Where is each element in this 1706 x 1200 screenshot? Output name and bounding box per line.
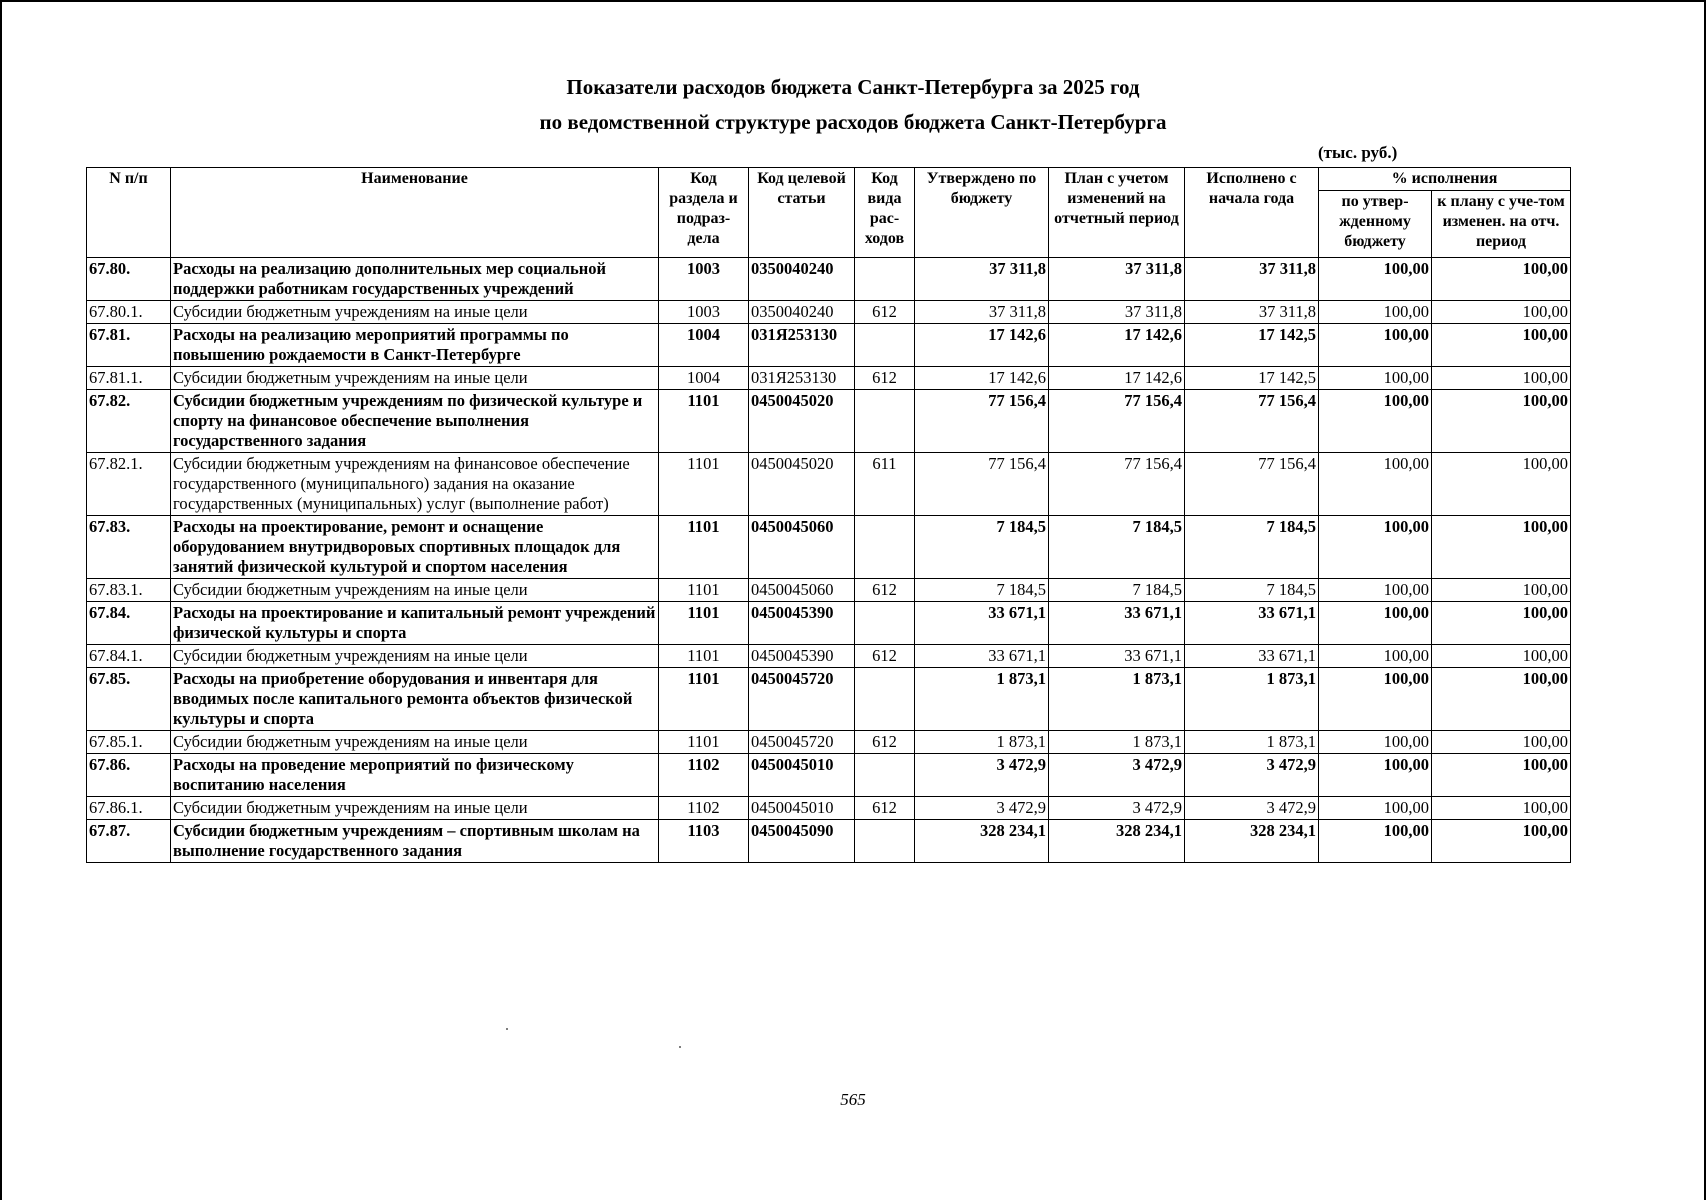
row-target-code-cell: 0350040240	[749, 301, 855, 324]
scan-border-left	[0, 0, 2, 1200]
table-row	[87, 731, 1571, 754]
row-pct-plan-cell: 100,00	[1432, 324, 1571, 367]
header-pct-approved: по утвер-жденному бюджету	[1319, 191, 1432, 258]
row-name-cell: Расходы на проектирование и капитальный ремонт учреждений физической культуры и спорта	[171, 602, 659, 645]
header-plan: План с учетом изменений на отчетный период	[1049, 168, 1185, 258]
row-expense-type-cell	[855, 602, 915, 645]
row-approved-cell: 3 472,9	[915, 754, 1049, 797]
row-plan-cell: 37 311,8	[1049, 258, 1185, 301]
row-approved-cell: 33 671,1	[915, 645, 1049, 668]
row-plan-cell: 77 156,4	[1049, 453, 1185, 516]
table-row	[87, 645, 1571, 668]
row-pct-approved-cell: 100,00	[1319, 324, 1432, 367]
row-pct-approved-cell: 100,00	[1319, 731, 1432, 754]
row-target-code-cell: 0450045020	[749, 453, 855, 516]
row-approved-cell: 17 142,6	[915, 324, 1049, 367]
row-target-code-cell: 0450045090	[749, 820, 855, 863]
row-name-cell: Расходы на проведение мероприятий по физическому воспитанию населения	[171, 754, 659, 797]
row-name-cell: Расходы на приобретение оборудования и инвентаря для вводимых после капитального ремонта объектов физической культуры и спорта	[171, 668, 659, 731]
row-name-cell: Субсидии бюджетным учреждениям на иные цели	[171, 731, 659, 754]
row-expense-type-cell	[855, 516, 915, 579]
row-pct-plan-cell: 100,00	[1432, 258, 1571, 301]
header-expense-type: Код вида рас-ходов	[855, 168, 915, 258]
row-name-cell: Субсидии бюджетным учреждениям на иные цели	[171, 579, 659, 602]
row-pct-plan-cell: 100,00	[1432, 516, 1571, 579]
header-pct-plan: к плану с уче-том изменен. на отч. период	[1432, 191, 1571, 258]
row-pct-approved-cell: 100,00	[1319, 645, 1432, 668]
row-section-code-cell: 1003	[659, 301, 749, 324]
row-plan-cell: 33 671,1	[1049, 602, 1185, 645]
table-row	[87, 754, 1571, 797]
row-section-code-cell: 1101	[659, 390, 749, 453]
units-label: (тыс. руб.)	[1318, 143, 1398, 162]
row-expense-type-cell: 612	[855, 797, 915, 820]
row-section-code-cell: 1101	[659, 668, 749, 731]
row-section-code-cell: 1101	[659, 579, 749, 602]
row-plan-cell: 17 142,6	[1049, 367, 1185, 390]
row-pct-plan-cell: 100,00	[1432, 390, 1571, 453]
row-executed-cell: 1 873,1	[1185, 731, 1319, 754]
row-pct-approved-cell: 100,00	[1319, 258, 1432, 301]
row-approved-cell: 17 142,6	[915, 367, 1049, 390]
row-expense-type-cell	[855, 390, 915, 453]
table-row	[87, 324, 1571, 367]
row-section-code-cell: 1101	[659, 602, 749, 645]
row-plan-cell: 37 311,8	[1049, 301, 1185, 324]
row-executed-cell: 3 472,9	[1185, 797, 1319, 820]
row-name-cell: Расходы на реализацию мероприятий программы по повышению рождаемости в Санкт-Петербурге	[171, 324, 659, 367]
row-executed-cell: 7 184,5	[1185, 516, 1319, 579]
row-number-cell: 67.83.	[87, 516, 171, 579]
row-expense-type-cell	[855, 324, 915, 367]
row-executed-cell: 1 873,1	[1185, 668, 1319, 731]
row-pct-plan-cell: 100,00	[1432, 668, 1571, 731]
row-plan-cell: 33 671,1	[1049, 645, 1185, 668]
table-row	[87, 820, 1571, 863]
row-section-code-cell: 1004	[659, 324, 749, 367]
row-number-cell: 67.82.	[87, 390, 171, 453]
row-target-code-cell: 0450045020	[749, 390, 855, 453]
row-approved-cell: 37 311,8	[915, 301, 1049, 324]
row-expense-type-cell: 612	[855, 579, 915, 602]
row-section-code-cell: 1004	[659, 367, 749, 390]
row-number-cell: 67.83.1.	[87, 579, 171, 602]
row-expense-type-cell	[855, 754, 915, 797]
row-pct-approved-cell: 100,00	[1319, 668, 1432, 731]
row-target-code-cell: 0450045010	[749, 754, 855, 797]
row-executed-cell: 17 142,5	[1185, 324, 1319, 367]
row-name-cell: Расходы на реализацию дополнительных мер социальной поддержки работникам государственных учреждений	[171, 258, 659, 301]
row-number-cell: 67.84.	[87, 602, 171, 645]
row-plan-cell: 3 472,9	[1049, 754, 1185, 797]
scan-speck	[506, 1028, 508, 1030]
row-target-code-cell: 0450045720	[749, 731, 855, 754]
scan-speck	[679, 1046, 681, 1048]
row-name-cell: Субсидии бюджетным учреждениям по физической культуре и спорту на финансовое обеспечение выполнения государственного задания	[171, 390, 659, 453]
row-pct-approved-cell: 100,00	[1319, 754, 1432, 797]
table-row	[87, 579, 1571, 602]
row-name-cell: Расходы на проектирование, ремонт и оснащение оборудованием внутридворовых спортивных площадок для занятий физической культурой и спортом населения	[171, 516, 659, 579]
row-pct-approved-cell: 100,00	[1319, 301, 1432, 324]
row-executed-cell: 77 156,4	[1185, 453, 1319, 516]
row-executed-cell: 37 311,8	[1185, 301, 1319, 324]
row-number-cell: 67.82.1.	[87, 453, 171, 516]
row-expense-type-cell	[855, 820, 915, 863]
row-pct-approved-cell: 100,00	[1319, 579, 1432, 602]
table-row	[87, 301, 1571, 324]
row-executed-cell: 17 142,5	[1185, 367, 1319, 390]
header-num: N п/п	[87, 168, 171, 258]
row-expense-type-cell: 612	[855, 731, 915, 754]
row-pct-plan-cell: 100,00	[1432, 301, 1571, 324]
row-pct-approved-cell: 100,00	[1319, 367, 1432, 390]
row-section-code-cell: 1101	[659, 516, 749, 579]
table-row	[87, 367, 1571, 390]
row-plan-cell: 7 184,5	[1049, 516, 1185, 579]
row-approved-cell: 1 873,1	[915, 668, 1049, 731]
table-row	[87, 668, 1571, 731]
document-title	[0, 70, 1706, 140]
row-pct-plan-cell: 100,00	[1432, 579, 1571, 602]
row-name-cell: Субсидии бюджетным учреждениям на финансовое обеспечение государственного (муниципального) задания на оказание государственных (муниципальных) услуг (выполнение работ)	[171, 453, 659, 516]
row-plan-cell: 1 873,1	[1049, 668, 1185, 731]
header-pct-group: % исполнения	[1319, 168, 1571, 191]
row-approved-cell: 77 156,4	[915, 390, 1049, 453]
row-approved-cell: 328 234,1	[915, 820, 1049, 863]
row-pct-plan-cell: 100,00	[1432, 645, 1571, 668]
row-pct-approved-cell: 100,00	[1319, 516, 1432, 579]
row-number-cell: 67.86.1.	[87, 797, 171, 820]
scan-border-top	[0, 0, 1706, 2]
row-target-code-cell: 031Я253130	[749, 367, 855, 390]
row-approved-cell: 7 184,5	[915, 516, 1049, 579]
row-target-code-cell: 0450045060	[749, 579, 855, 602]
row-executed-cell: 33 671,1	[1185, 645, 1319, 668]
row-expense-type-cell: 612	[855, 301, 915, 324]
row-expense-type-cell	[855, 258, 915, 301]
row-section-code-cell: 1101	[659, 731, 749, 754]
row-name-cell: Субсидии бюджетным учреждениям на иные цели	[171, 301, 659, 324]
row-expense-type-cell	[855, 668, 915, 731]
row-pct-plan-cell: 100,00	[1432, 754, 1571, 797]
row-approved-cell: 7 184,5	[915, 579, 1049, 602]
row-target-code-cell: 0350040240	[749, 258, 855, 301]
row-number-cell: 67.84.1.	[87, 645, 171, 668]
row-target-code-cell: 031Я253130	[749, 324, 855, 367]
row-target-code-cell: 0450045010	[749, 797, 855, 820]
header-executed: Исполнено с начала года	[1185, 168, 1319, 258]
row-pct-plan-cell: 100,00	[1432, 797, 1571, 820]
row-name-cell: Субсидии бюджетным учреждениям на иные цели	[171, 367, 659, 390]
row-executed-cell: 77 156,4	[1185, 390, 1319, 453]
row-section-code-cell: 1102	[659, 754, 749, 797]
row-name-cell: Субсидии бюджетным учреждениям на иные цели	[171, 645, 659, 668]
row-target-code-cell: 0450045060	[749, 516, 855, 579]
row-plan-cell: 3 472,9	[1049, 797, 1185, 820]
row-pct-plan-cell: 100,00	[1432, 602, 1571, 645]
row-expense-type-cell: 611	[855, 453, 915, 516]
row-expense-type-cell: 612	[855, 645, 915, 668]
title-line-1: Показатели расходов бюджета Санкт-Петербурга за 2025 год	[566, 75, 1140, 99]
row-executed-cell: 7 184,5	[1185, 579, 1319, 602]
row-pct-approved-cell: 100,00	[1319, 453, 1432, 516]
row-section-code-cell: 1101	[659, 453, 749, 516]
header-approved: Утверждено по бюджету	[915, 168, 1049, 258]
row-executed-cell: 37 311,8	[1185, 258, 1319, 301]
table-row	[87, 797, 1571, 820]
row-target-code-cell: 0450045390	[749, 645, 855, 668]
row-name-cell: Субсидии бюджетным учреждениям – спортивным школам на выполнение государственного задания	[171, 820, 659, 863]
row-section-code-cell: 1101	[659, 645, 749, 668]
row-pct-plan-cell: 100,00	[1432, 367, 1571, 390]
row-name-cell: Субсидии бюджетным учреждениям на иные цели	[171, 797, 659, 820]
row-approved-cell: 1 873,1	[915, 731, 1049, 754]
row-plan-cell: 77 156,4	[1049, 390, 1185, 453]
row-approved-cell: 3 472,9	[915, 797, 1049, 820]
row-pct-plan-cell: 100,00	[1432, 453, 1571, 516]
row-pct-plan-cell: 100,00	[1432, 820, 1571, 863]
row-approved-cell: 33 671,1	[915, 602, 1049, 645]
row-number-cell: 67.81.1.	[87, 367, 171, 390]
row-executed-cell: 328 234,1	[1185, 820, 1319, 863]
row-pct-approved-cell: 100,00	[1319, 602, 1432, 645]
row-plan-cell: 1 873,1	[1049, 731, 1185, 754]
row-number-cell: 67.81.	[87, 324, 171, 367]
table-row	[87, 453, 1571, 516]
row-number-cell: 67.87.	[87, 820, 171, 863]
row-plan-cell: 17 142,6	[1049, 324, 1185, 367]
row-number-cell: 67.80.	[87, 258, 171, 301]
row-approved-cell: 77 156,4	[915, 453, 1049, 516]
row-expense-type-cell: 612	[855, 367, 915, 390]
row-target-code-cell: 0450045390	[749, 602, 855, 645]
row-executed-cell: 33 671,1	[1185, 602, 1319, 645]
table-body	[87, 258, 1571, 863]
row-pct-approved-cell: 100,00	[1319, 390, 1432, 453]
page-number: 565	[840, 1090, 866, 1109]
table-row	[87, 516, 1571, 579]
row-approved-cell: 37 311,8	[915, 258, 1049, 301]
table-row	[87, 602, 1571, 645]
row-executed-cell: 3 472,9	[1185, 754, 1319, 797]
row-plan-cell: 7 184,5	[1049, 579, 1185, 602]
row-section-code-cell: 1103	[659, 820, 749, 863]
row-number-cell: 67.86.	[87, 754, 171, 797]
row-plan-cell: 328 234,1	[1049, 820, 1185, 863]
row-number-cell: 67.85.	[87, 668, 171, 731]
header-name: Наименование	[171, 168, 659, 258]
row-number-cell: 67.85.1.	[87, 731, 171, 754]
header-section-code: Код раздела и подраз-дела	[659, 168, 749, 258]
row-section-code-cell: 1102	[659, 797, 749, 820]
title-line-2: по ведомственной структуре расходов бюджета Санкт-Петербурга	[539, 110, 1167, 134]
budget-table	[86, 167, 1571, 863]
header-target-code: Код целевой статьи	[749, 168, 855, 258]
row-pct-approved-cell: 100,00	[1319, 820, 1432, 863]
table-row	[87, 390, 1571, 453]
row-pct-approved-cell: 100,00	[1319, 797, 1432, 820]
row-number-cell: 67.80.1.	[87, 301, 171, 324]
table-header	[87, 168, 1571, 258]
row-section-code-cell: 1003	[659, 258, 749, 301]
row-pct-plan-cell: 100,00	[1432, 731, 1571, 754]
table-row	[87, 258, 1571, 301]
row-target-code-cell: 0450045720	[749, 668, 855, 731]
